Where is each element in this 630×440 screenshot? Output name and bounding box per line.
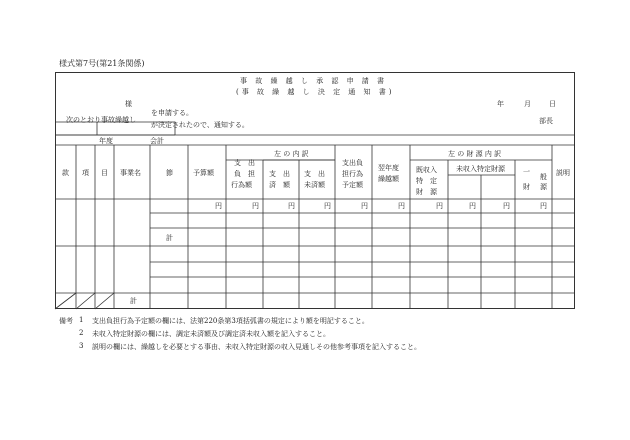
note-3-text: 説明の欄には、繰越しを必要とする事由、未収入特定財源の収入見通しその他参考事項を記入すること。	[92, 343, 421, 351]
yen-mishunyu-2: 円	[503, 202, 510, 210]
header-uchiwake-group: 左 の 内 訳	[274, 150, 309, 158]
addressee-suffix: 様	[125, 100, 132, 108]
header-kishunyu-3: 財 源	[416, 188, 437, 196]
header-shishutsu-futan-3: 行為額	[231, 181, 252, 189]
subtotal-label: 計	[166, 234, 173, 242]
header-kou: 項	[82, 169, 89, 177]
header-kurikoshi-1: 翌年度	[378, 164, 399, 172]
header-setsu: 節	[166, 169, 173, 177]
form-label: 様式第7号(第21条関係)	[59, 59, 145, 68]
title-notice: (事 故 繰 越 し 決 定 通 知 書)	[236, 88, 395, 96]
header-mishunyu-group: 未収入特定財源	[456, 165, 505, 173]
note-2-text: 未収入特定財源の欄には、調定未済額及び調定済未収入額を記入すること。	[92, 330, 330, 338]
header-setsumei: 説明	[556, 169, 570, 177]
header-ippan-4: 源	[540, 183, 547, 191]
header-ippan-1: 一	[523, 168, 530, 176]
yen-zumi: 円	[288, 202, 295, 210]
header-yotei-1: 支出負	[342, 159, 363, 167]
date-year: 年	[497, 100, 504, 108]
note-3-num: 3	[79, 342, 84, 350]
header-moku: 目	[101, 169, 108, 177]
yen-yosangaku: 円	[215, 202, 222, 210]
signature-title: 部長	[539, 117, 553, 125]
header-yotei-2: 担行為	[342, 170, 363, 178]
body-option-apply: を申請する。	[151, 109, 193, 117]
header-shishutsu-zumi-1: 支 出	[269, 170, 290, 178]
yen-mizumi: 円	[324, 202, 331, 210]
yen-kurikoshi: 円	[398, 202, 405, 210]
notes-label: 備考	[59, 317, 73, 325]
account-label: 会計	[150, 137, 164, 145]
yen-mishunyu-1: 円	[469, 202, 476, 210]
total-label: 計	[130, 297, 137, 305]
header-kishunyu-1: 既収入	[416, 166, 437, 174]
header-shishutsu-futan-1: 支 出	[234, 159, 255, 167]
body-prefix: 次のとおり事故繰越し	[66, 116, 136, 124]
header-yosangaku: 予算額	[193, 169, 214, 177]
header-shishutsu-futan-2: 負 担	[234, 170, 255, 178]
header-shishutsu-mizumi-1: 支 出	[304, 170, 325, 178]
header-shishutsu-mizumi-2: 未済額	[304, 181, 325, 189]
note-1-num: 1	[79, 316, 84, 324]
header-jigyomei: 事業名	[120, 169, 141, 177]
date-day: 日	[549, 100, 556, 108]
note-2-num: 2	[79, 329, 84, 337]
header-kan: 款	[62, 169, 69, 177]
header-kishunyu-2: 特 定	[416, 177, 437, 185]
date-month: 月	[524, 100, 531, 108]
yen-yotei: 円	[361, 202, 368, 210]
title-application: 事 故 繰 越 し 承 認 申 請 書	[240, 77, 388, 85]
body-option-notify: が決定されたので、通知する。	[151, 121, 249, 129]
header-yotei-3: 予定額	[342, 181, 363, 189]
header-shishutsu-zumi-2: 済 額	[269, 181, 290, 189]
yen-ippan: 円	[540, 202, 547, 210]
header-zaigen-group: 左 の 財 源 内 訳	[448, 150, 502, 158]
note-1-text: 支出負担行為予定額の欄には、法第220条第3項括弧書の規定により額を明記すること。	[92, 317, 369, 325]
fiscal-year-label: 年度	[99, 137, 113, 145]
header-kurikoshi-2: 繰越額	[378, 175, 399, 183]
header-ippan-2: 般	[540, 173, 547, 181]
header-ippan-3: 財	[523, 183, 530, 191]
yen-futan: 円	[252, 202, 259, 210]
yen-kishunyu: 円	[436, 202, 443, 210]
